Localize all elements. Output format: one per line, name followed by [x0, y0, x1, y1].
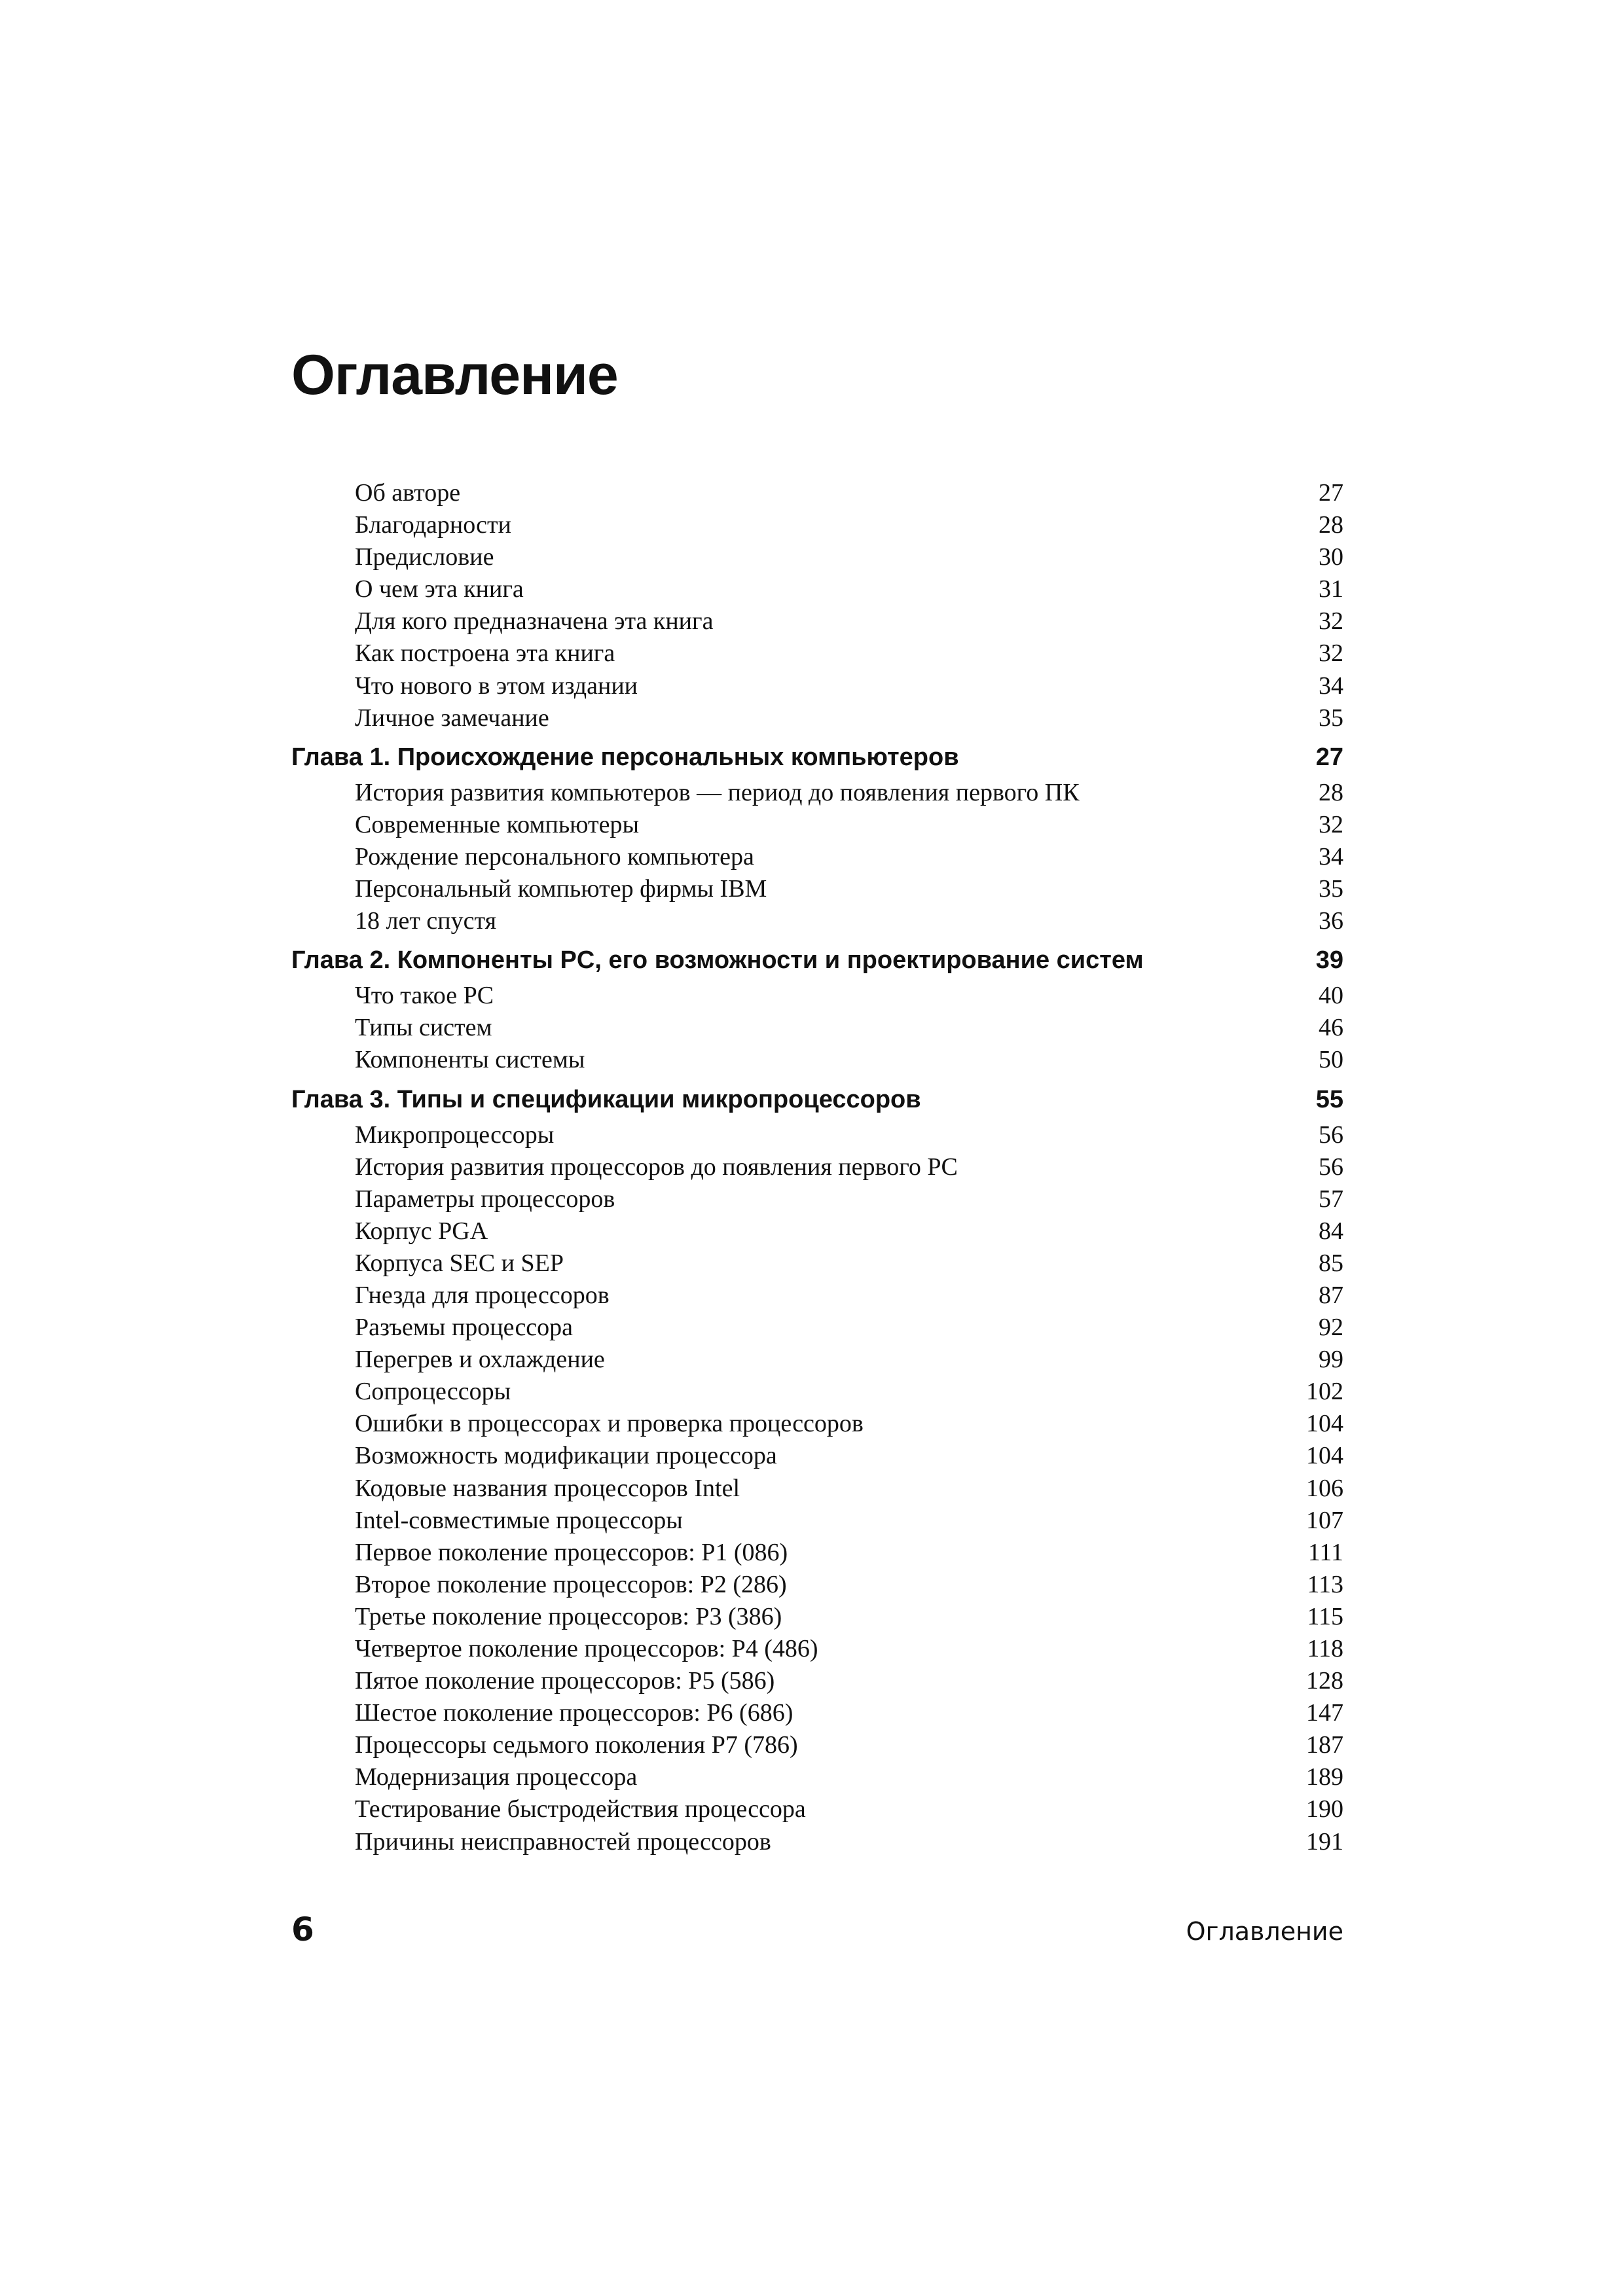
toc-page-number: 115	[1307, 1602, 1343, 1630]
toc-section-entry	[291, 1505, 1343, 1537]
toc-page-number: 104	[1306, 1442, 1343, 1470]
toc-page-number: 189	[1306, 1763, 1343, 1791]
toc-section-entry	[291, 702, 1343, 734]
toc-section-title: Четвертое поколение процессоров: P4 (486)	[355, 1635, 818, 1662]
toc-section-entry	[291, 1697, 1343, 1729]
toc-section-title: Процессоры седьмого поколения P7 (786)	[355, 1731, 798, 1759]
toc-chapter-entry	[291, 734, 1343, 777]
toc-section-entry	[291, 605, 1343, 637]
toc-page-number: 92	[1319, 1314, 1343, 1342]
toc-section-entry	[291, 777, 1343, 809]
toc-section-title: Корпус PGA	[355, 1217, 488, 1245]
toc-page-number: 40	[1319, 982, 1343, 1010]
toc-section-entry	[291, 1280, 1343, 1312]
toc-section-entry	[291, 1312, 1343, 1344]
toc-section-entry	[291, 980, 1343, 1012]
toc-page-number: 56	[1319, 1153, 1343, 1181]
toc-section-title: Кодовые названия процессоров Intel	[355, 1474, 740, 1502]
toc-page-number: 85	[1319, 1249, 1343, 1277]
toc-page-number: 35	[1319, 704, 1343, 732]
toc-section-title: Пятое поколение процессоров: P5 (586)	[355, 1667, 775, 1695]
toc-section-entry	[291, 1633, 1343, 1665]
toc-page-number: 84	[1319, 1217, 1343, 1245]
toc-page-number: 39	[1315, 946, 1343, 975]
toc-section-entry	[291, 670, 1343, 702]
toc-section-title: Первое поколение процессоров: P1 (086)	[355, 1538, 788, 1566]
toc-page-number: 46	[1319, 1014, 1343, 1042]
toc-page-number: 87	[1319, 1281, 1343, 1309]
toc-section-title: Личное замечание	[355, 704, 549, 732]
toc-section-title: Причины неисправностей процессоров	[355, 1827, 771, 1856]
toc-section-entry	[291, 1247, 1343, 1280]
toc-section-entry	[291, 1183, 1343, 1215]
toc-section-entry	[291, 1601, 1343, 1633]
toc-page-number: 191	[1306, 1827, 1343, 1856]
toc-section-title: Шестое поколение процессоров: P6 (686)	[355, 1699, 793, 1727]
toc-section-entry	[291, 1119, 1343, 1151]
toc-page-number: 128	[1306, 1667, 1343, 1695]
toc-page-number: 57	[1319, 1185, 1343, 1213]
toc-section-entry	[291, 1729, 1343, 1761]
toc-section-title: Предисловие	[355, 543, 494, 571]
toc-section-title: Что нового в этом издании	[355, 672, 638, 700]
toc-page-number: 102	[1306, 1378, 1343, 1406]
toc-section-title: Сопроцессоры	[355, 1378, 511, 1406]
toc-section-entry	[291, 1569, 1343, 1601]
toc-section-entry	[291, 1044, 1343, 1076]
toc-page-number: 31	[1319, 575, 1343, 603]
toc-page-number: 28	[1319, 511, 1343, 539]
table-of-contents	[291, 477, 1343, 1858]
toc-page-number: 190	[1306, 1795, 1343, 1823]
footer-page-number: 6	[291, 1910, 314, 1948]
toc-page-number: 56	[1319, 1121, 1343, 1149]
toc-page-number: 32	[1319, 639, 1343, 668]
toc-section-entry	[291, 905, 1343, 937]
toc-page-number: 113	[1307, 1570, 1343, 1598]
toc-section-title: Микропроцессоры	[355, 1121, 555, 1149]
toc-chapter-title: Глава 2. Компоненты PC, его возможности и проектирование систем	[291, 946, 1144, 975]
toc-section-entry	[291, 1408, 1343, 1440]
toc-section-entry	[291, 809, 1343, 841]
toc-section-entry	[291, 1793, 1343, 1825]
toc-section-title: Возможность модификации процессора	[355, 1442, 777, 1470]
toc-page-number: 36	[1319, 907, 1343, 935]
toc-page-number: 32	[1319, 607, 1343, 636]
toc-section-title: Об авторе	[355, 479, 461, 507]
toc-chapter-entry	[291, 937, 1343, 980]
toc-page-number: 27	[1315, 743, 1343, 771]
toc-section-title: Ошибки в процессорах и проверка процессоров	[355, 1410, 864, 1438]
toc-section-title: Гнезда для процессоров	[355, 1281, 610, 1309]
toc-page-number: 147	[1306, 1699, 1343, 1727]
toc-page-number: 111	[1307, 1538, 1343, 1566]
toc-section-entry	[291, 1215, 1343, 1247]
toc-section-title: Модернизация процессора	[355, 1763, 638, 1791]
toc-page-number: 118	[1307, 1635, 1343, 1662]
toc-section-entry	[291, 873, 1343, 905]
toc-section-title: 18 лет спустя	[355, 907, 497, 935]
toc-page-number: 27	[1319, 479, 1343, 507]
toc-section-entry	[291, 841, 1343, 873]
toc-section-title: Современные компьютеры	[355, 810, 640, 838]
toc-section-entry	[291, 509, 1343, 541]
toc-section-title: Как построена эта книга	[355, 639, 615, 668]
toc-page-number: 35	[1319, 875, 1343, 903]
toc-section-title: Перегрев и охлаждение	[355, 1346, 605, 1374]
toc-page-number: 55	[1315, 1085, 1343, 1113]
toc-section-title: Тестирование быстродействия процессора	[355, 1795, 806, 1823]
toc-section-entry	[291, 573, 1343, 605]
toc-section-entry	[291, 1473, 1343, 1505]
toc-section-title: Рождение персонального компьютера	[355, 842, 754, 870]
toc-section-entry	[291, 1440, 1343, 1472]
toc-page-number: 34	[1319, 672, 1343, 700]
footer-running-title: Оглавление	[1186, 1917, 1343, 1946]
toc-page-number: 50	[1319, 1046, 1343, 1074]
toc-section-entry	[291, 637, 1343, 670]
toc-section-entry	[291, 477, 1343, 509]
toc-section-title: Благодарности	[355, 511, 511, 539]
toc-section-entry	[291, 1761, 1343, 1793]
toc-page-number: 99	[1319, 1346, 1343, 1374]
toc-section-title: Третье поколение процессоров: P3 (386)	[355, 1602, 782, 1630]
toc-chapter-entry	[291, 1077, 1343, 1119]
toc-page-number: 34	[1319, 842, 1343, 870]
toc-section-entry	[291, 1826, 1343, 1858]
toc-section-title: Параметры процессоров	[355, 1185, 615, 1213]
toc-section-entry	[291, 1344, 1343, 1376]
toc-section-entry	[291, 1012, 1343, 1044]
toc-section-title: Что такое PC	[355, 982, 494, 1010]
toc-page-number: 107	[1306, 1506, 1343, 1534]
toc-page-number: 187	[1306, 1731, 1343, 1759]
toc-page-number: 104	[1306, 1410, 1343, 1438]
toc-section-title: Для кого предназначена эта книга	[355, 607, 714, 636]
toc-section-title: Компоненты системы	[355, 1046, 585, 1074]
toc-section-entry	[291, 541, 1343, 573]
toc-chapter-title: Глава 1. Происхождение персональных компьютеров	[291, 743, 959, 771]
toc-page-number: 32	[1319, 810, 1343, 838]
toc-section-title: История развития процессоров до появления первого PC	[355, 1153, 958, 1181]
toc-section-title: Типы систем	[355, 1014, 492, 1042]
toc-section-entry	[291, 1376, 1343, 1408]
toc-section-title: Второе поколение процессоров: P2 (286)	[355, 1570, 787, 1598]
toc-section-entry	[291, 1665, 1343, 1697]
toc-page-number: 106	[1306, 1474, 1343, 1502]
toc-section-title: О чем эта книга	[355, 575, 524, 603]
toc-section-title: Разъемы процессора	[355, 1314, 574, 1342]
toc-page-number: 28	[1319, 778, 1343, 806]
toc-chapter-title: Глава 3. Типы и спецификации микропроцессоров	[291, 1085, 921, 1113]
toc-page-number: 30	[1319, 543, 1343, 571]
toc-section-title: Корпуса SEC и SEP	[355, 1249, 564, 1277]
toc-section-title: История развития компьютеров — период до появления первого ПК	[355, 778, 1080, 806]
toc-section-entry	[291, 1537, 1343, 1569]
toc-section-title: Персональный компьютер фирмы IBM	[355, 875, 767, 903]
toc-section-entry	[291, 1151, 1343, 1183]
page-title: Оглавление	[291, 344, 618, 406]
toc-section-title: Intel-совместимые процессоры	[355, 1506, 683, 1534]
